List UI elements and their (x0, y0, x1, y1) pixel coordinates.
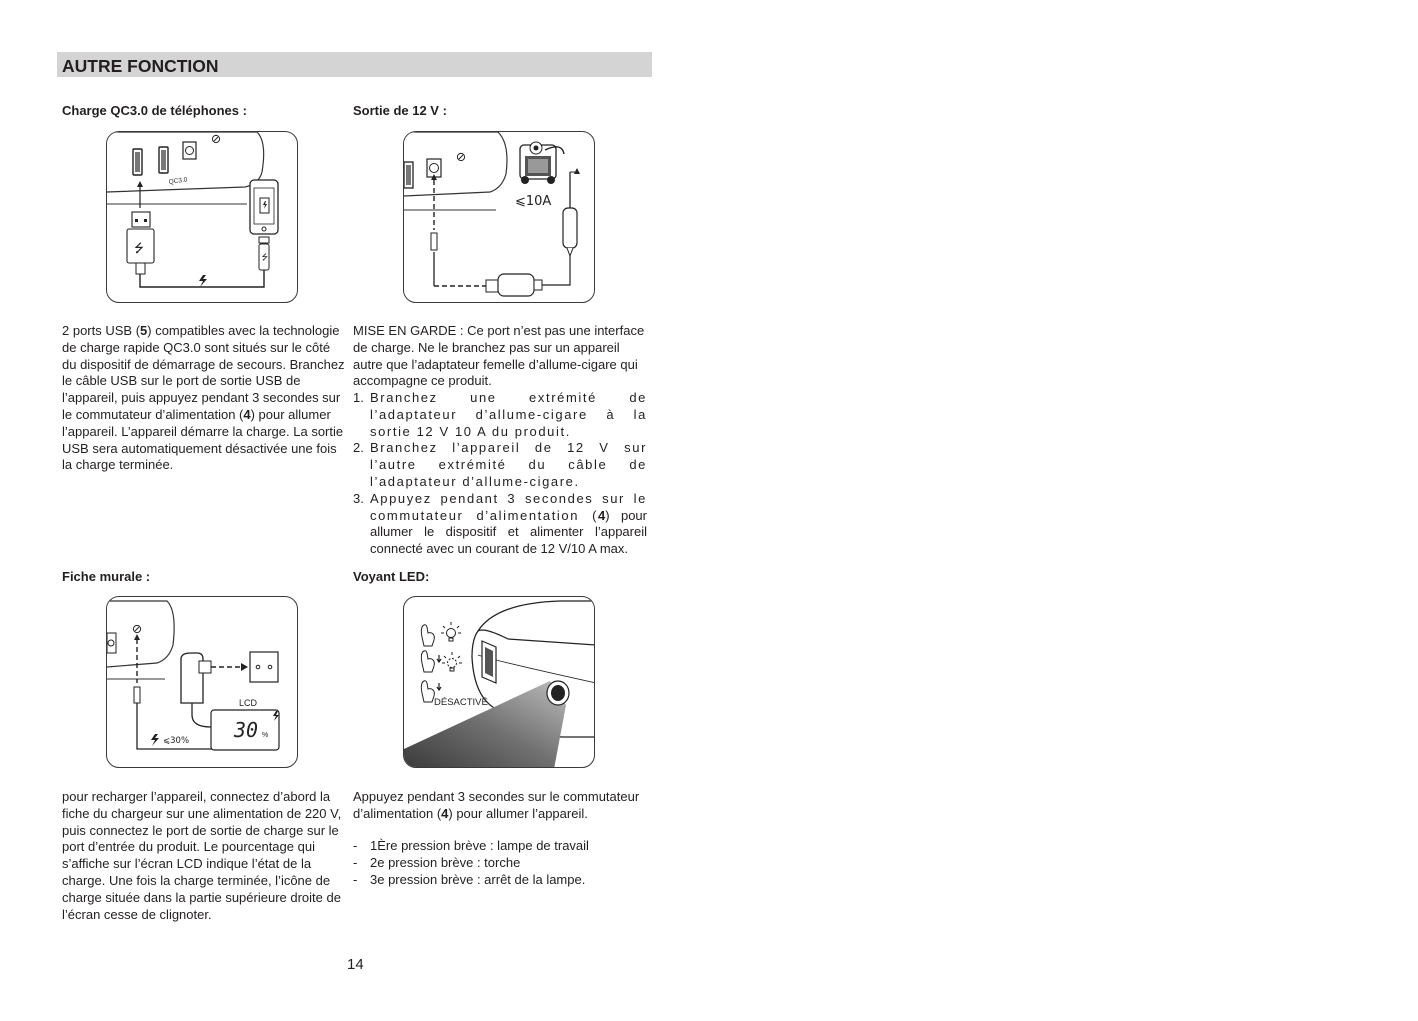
led-press-item-2: - 2e pression brève : torche (353, 854, 521, 870)
qc-label: QC3.0 (168, 176, 188, 186)
out12-step-1: 1. Branchez une extrémité de l’adaptateur d’allume-cigare à la sortie 12 V 10 A du produit. (353, 390, 647, 439)
led-flashlight-illustration-icon (404, 597, 595, 768)
out12-step-2: 2. Branchez l’appareil de 12 V sur l’autre extrémité du câble de l’adaptateur d’allume-cigare. (353, 440, 647, 489)
svg-text:⭍: ⭍ (261, 253, 269, 262)
out12-current-label: ⩽10A (515, 194, 552, 209)
qc-paragraph: 2 ports USB (5) compatibles avec la technologie de charge rapide QC3.0 sont situés sur le côté du dispositif de démarrage de secours. Branchez le câble USB sur le port de sortie USB de l’appareil, puis appuyez pendant 3 secondes sur le commutateur d’alimentation (4) pour allumer l’appareil. L’appareil démarre la charge. La sortie USB sera automatiquement désactivée une fois la charge terminée. (62, 323, 345, 473)
usb-charging-illustration-icon (107, 132, 298, 303)
wall-threshold: ⩽30% (163, 736, 190, 746)
led-press-item-1: - 1Ère pression brève : lampe de travail (353, 838, 589, 853)
out12-warning: MISE EN GARDE : Ce port n’est pas une interface de charge. Ne le branchez pas sur un appareil autre que l’adaptateur femelle d’allume-cigare qui accompagne ce produit. (353, 323, 645, 389)
lcd-unit: % (262, 732, 269, 739)
out12-steps (353, 390, 647, 558)
led-heading: Voyant LED: (353, 569, 430, 584)
wall-paragraph: pour recharger l’appareil, connectez d’abord la fiche du chargeur sur une alimentation de 220 V, puis connectez le port de sortie de charge sur le port d’entrée du produit. Le pourcentage qui s’affiche sur l’écran LCD indique l’état de la charge. Une fois la charge terminée, l’icône de charge située dans la partie supérieure droite de l’écran cesse de clignoter. (62, 789, 342, 922)
air-compressor-illustration-icon (404, 132, 595, 303)
led-press-list (353, 838, 643, 888)
out12-figure (403, 131, 595, 303)
out12-heading: Sortie de 12 V : (353, 103, 447, 118)
wall-figure (106, 596, 298, 768)
page-number: 14 (347, 956, 364, 973)
section-title: AUTRE FONCTION (62, 56, 219, 76)
led-figure (403, 596, 595, 768)
lcd-value: 30 (234, 718, 259, 742)
wall-heading: Fiche murale : (62, 569, 151, 584)
lcd-label: LCD (239, 698, 258, 708)
led-off-label: DÉSACTIVÉ (434, 697, 488, 708)
led-press-item-3: - 3e pression brève : arrêt de la lampe. (353, 871, 586, 887)
qc-figure (106, 131, 298, 303)
out12-step-3: 3. Appuyez pendant 3 secondes sur le commutateur d’alimentation (4) pour allumer le dispositif et alimenter l’appareil connecté avec un courant de 12 V/10 A max. (353, 490, 647, 557)
qc-heading: Charge QC3.0 de téléphones : (62, 103, 247, 118)
led-paragraph: Appuyez pendant 3 secondes sur le commutateur d’alimentation (4) pour allumer l’appareil. (353, 789, 640, 821)
wall-charger-illustration-icon (107, 597, 298, 768)
svg-text:⭍: ⭍ (134, 241, 144, 255)
